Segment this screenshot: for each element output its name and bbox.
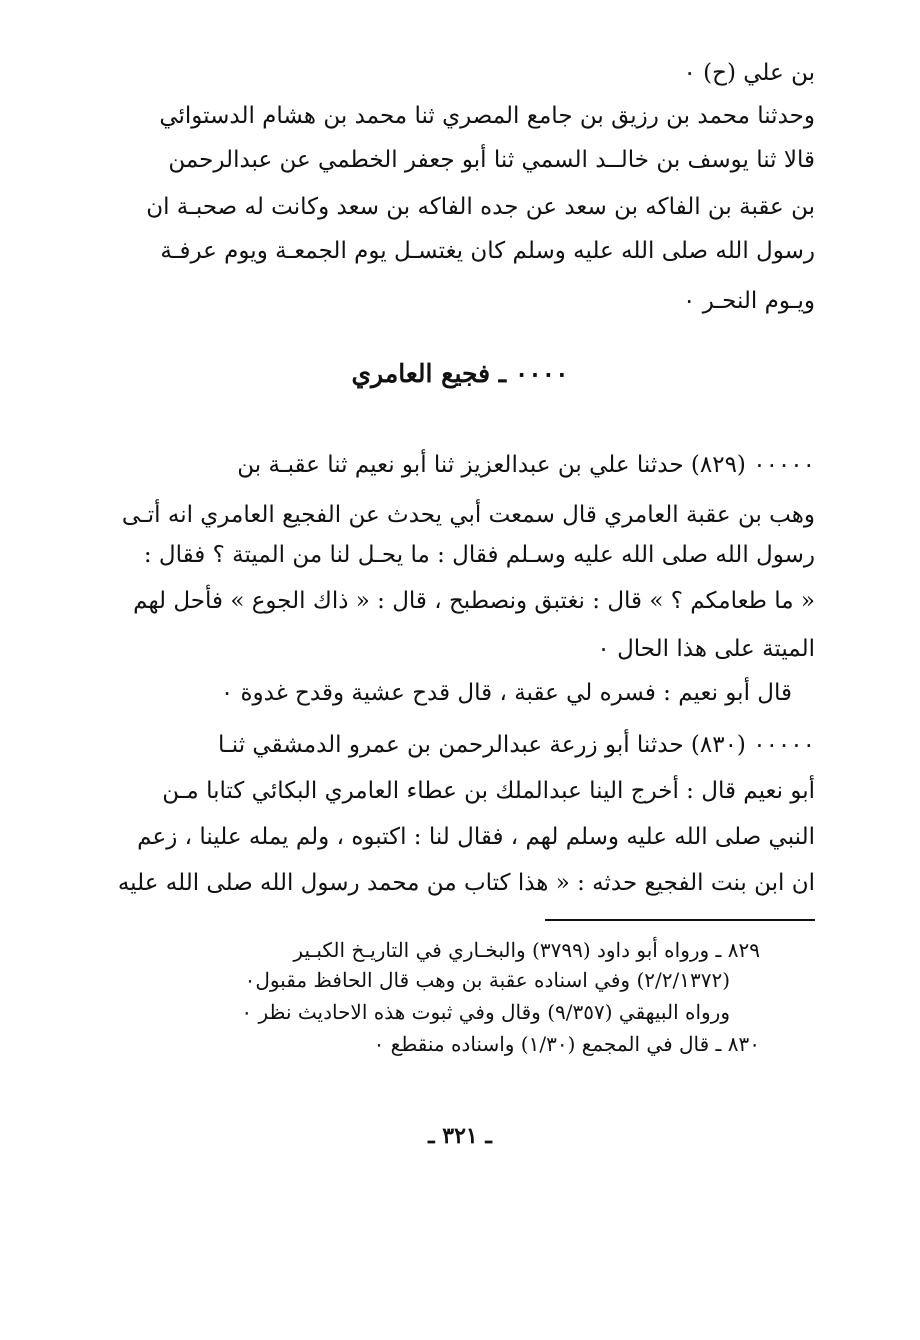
text-line: ويـوم النحـر ٠ xyxy=(683,288,815,314)
text-line: وهب بن عقبة العامري قال سمعت أبي يحدث عن الفجيع العامري انه أتـى xyxy=(121,502,815,528)
text-line: الميتة على هذا الحال ٠ xyxy=(597,636,815,662)
section-heading: ٠٠٠٠ ـ فجيع العامري xyxy=(351,359,569,388)
footnote-line: ٨٣٠ ـ قال في المجمع (١/٣٠) واسناده منقطع ٠ xyxy=(373,1032,760,1056)
text-line: وحدثنا محمد بن رزيق بن جامع المصري ثنا محمد بن هشام الدستوائي xyxy=(159,103,815,129)
text-line: رسول الله صلى الله عليه وسـلم فقال : ما يحـل لنا من الميتة ؟ فقال : xyxy=(143,542,815,568)
text-line: أبو نعيم قال : أخرج الينا عبدالملك بن عطاء العامري البكائي كتابا مـن xyxy=(162,778,815,804)
footnote-divider xyxy=(545,919,815,921)
text-line: قال أبو نعيم : فسره لي عقبة ، قال قدح عشية وقدح غدوة ٠ xyxy=(220,680,792,706)
text-line: ٠٠٠٠٠ (٨٣٠) حدثنا أبو زرعة عبدالرحمن بن عمرو الدمشقي ثنـا xyxy=(218,732,815,758)
page-number: ـ ٣٢١ ـ xyxy=(428,1123,492,1149)
text-line: بن علي (ح) ٠ xyxy=(683,60,815,86)
footnote-line: ٨٢٩ ـ ورواه أبو داود (٣٧٩٩) والبخـاري في التاريـخ الكبـير xyxy=(293,938,760,962)
footnote-line: ورواه البيهقي (٩/٣٥٧) وقال وفي ثبوت هذه الاحاديث نظر ٠ xyxy=(241,1000,730,1024)
text-line: رسول الله صلى الله عليه وسلم كان يغتسـل يوم الجمعـة ويوم عرفـة xyxy=(160,238,815,264)
text-line: ان ابن بنت الفجيع حدثه : « هذا كتاب من محمد رسول الله صلى الله عليه xyxy=(117,870,815,896)
text-line: ٠٠٠٠٠ (٨٢٩) حدثنا علي بن عبدالعزيز ثنا أبو نعيم ثنا عقبـة بن xyxy=(237,452,815,478)
text-line: النبي صلى الله عليه وسلم لهم ، فقال لنا : اكتبوه ، ولم يمله علينا ، زعم xyxy=(137,824,815,850)
text-line: قالا ثنا يوسف بن خالــد السمي ثنا أبو جعفر الخطمي عن عبدالرحمن xyxy=(168,147,815,173)
text-line: « ما طعامكم ؟ » قال : نغتبق ونصطبح ، قال : « ذاك الجوع » فأحل لهم xyxy=(133,588,815,614)
text-line: بن عقبة بن الفاكه بن سعد عن جده الفاكه بن سعد وكانت له صحبـة ان xyxy=(146,194,815,220)
footnote-line: (٢/٢/١٣٧٢) وفي اسناده عقبة بن وهب قال الحافظ مقبول٠ xyxy=(244,968,730,992)
